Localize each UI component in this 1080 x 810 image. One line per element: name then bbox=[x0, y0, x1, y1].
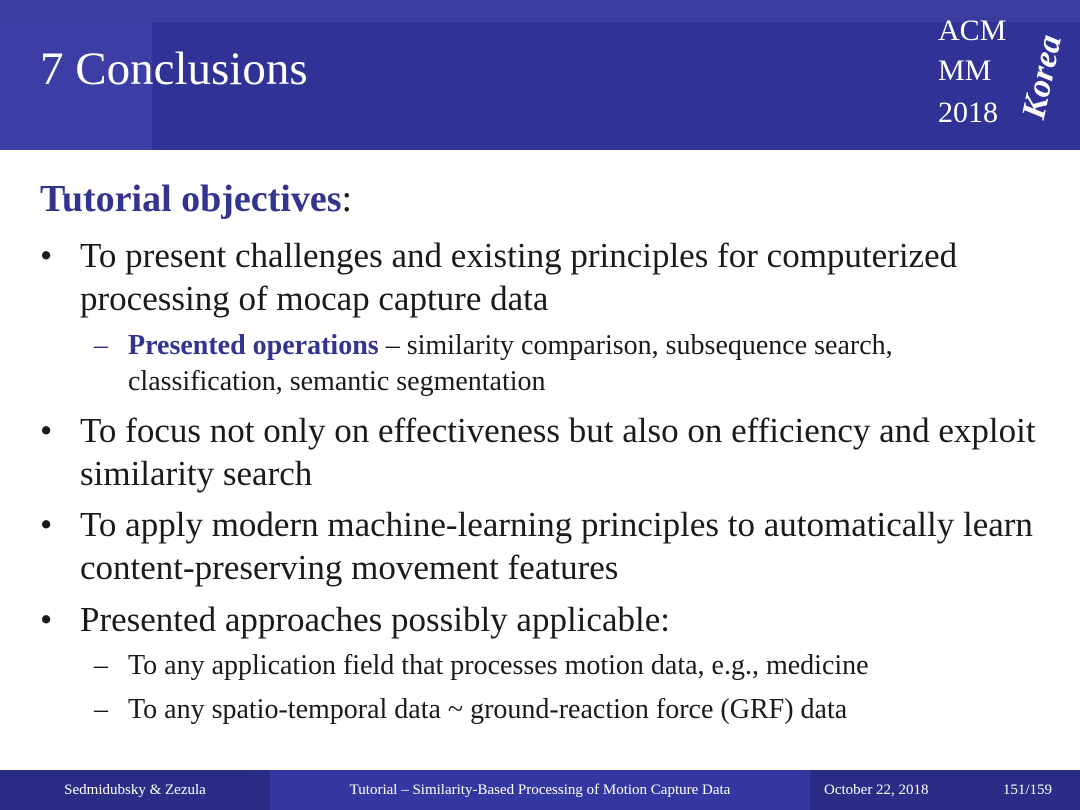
footer-talk-title: Tutorial – Similarity-Based Processing of Motion Capture Data bbox=[270, 770, 810, 810]
logo-line-acm: ACM bbox=[938, 14, 1007, 47]
sub-bullet-text: To any spatio-temporal data ~ ground-reaction force (GRF) data bbox=[128, 694, 848, 725]
heading-highlight: Tutorial objectives bbox=[40, 178, 342, 220]
heading-suffix: : bbox=[341, 178, 353, 220]
sub-bullet-body: – similarity comparison, subsequence search, classification, semantic segmentation bbox=[128, 330, 893, 397]
logo-line-mm: MM bbox=[938, 54, 992, 87]
sub-bullet-marker: – bbox=[94, 330, 108, 361]
sub-bullet-highlight: Presented operations bbox=[128, 330, 379, 361]
bullet-text: Presented approaches possibly applicable: bbox=[80, 600, 670, 639]
footer-date: October 22, 2018 bbox=[824, 782, 929, 798]
bullet-marker: • bbox=[40, 505, 53, 544]
sub-bullet-text: To any application field that processes motion data, e.g., medicine bbox=[128, 650, 869, 681]
bullet-marker: • bbox=[40, 600, 53, 639]
slide-footer bbox=[0, 770, 1080, 810]
bullet-text: To focus not only on effectiveness but also on efficiency and exploit similarity search bbox=[80, 411, 1036, 493]
footer-page-number: 151/159 bbox=[1002, 782, 1052, 798]
sub-bullet-marker: – bbox=[94, 694, 108, 725]
bullet-marker: • bbox=[40, 411, 53, 450]
footer-authors: Sedmidubsky & Zezula bbox=[0, 770, 270, 810]
footer-date-page bbox=[810, 770, 1080, 810]
sub-bullet-marker: – bbox=[94, 650, 108, 681]
logo-korea-script: Korea bbox=[1015, 31, 1069, 123]
logo-line-year: 2018 bbox=[938, 96, 998, 129]
section-heading bbox=[40, 178, 352, 222]
bullet-marker: • bbox=[40, 236, 53, 275]
sub-bullet-text bbox=[128, 328, 1048, 400]
slide-title: 7 Conclusions bbox=[40, 43, 308, 95]
bullet-text: To present challenges and existing principles for computerized processing of mocap capture data bbox=[80, 236, 958, 318]
bullet-text: To apply modern machine-learning principles to automatically learn content-preserving movement features bbox=[80, 505, 1033, 587]
